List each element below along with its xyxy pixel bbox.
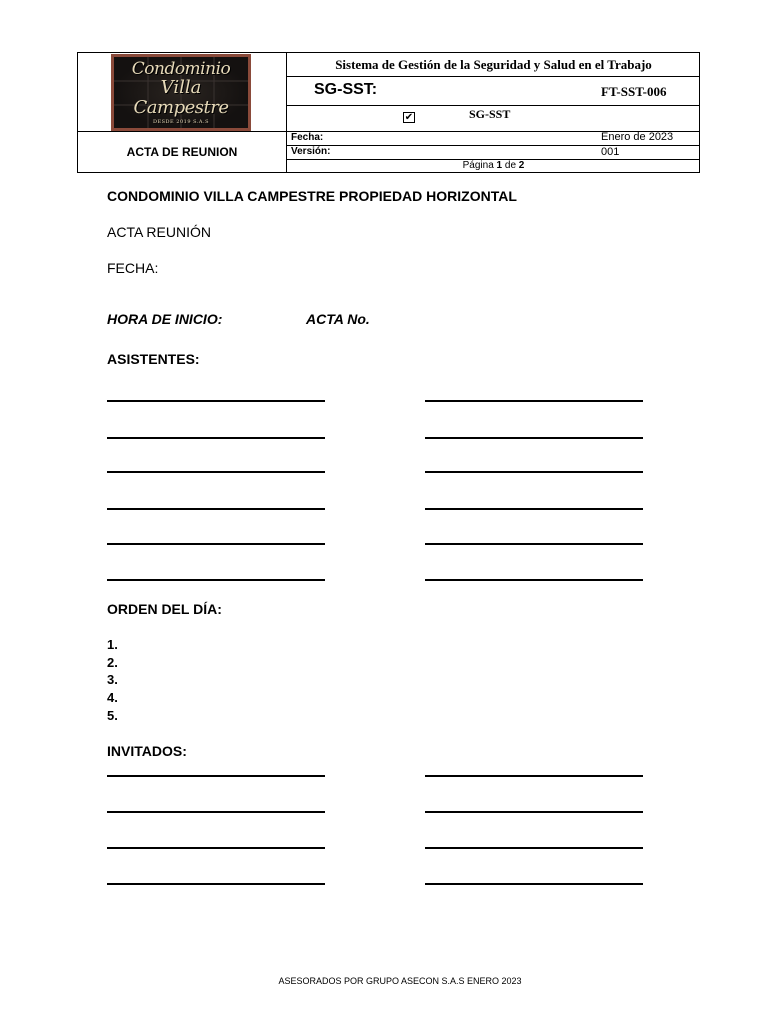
- version-value: 001: [601, 146, 620, 158]
- invitado-signature-line[interactable]: [425, 847, 643, 849]
- invitado-signature-line[interactable]: [425, 811, 643, 813]
- invitado-signature-line[interactable]: [425, 883, 643, 885]
- condominio-title: CONDOMINIO VILLA CAMPESTRE PROPIEDAD HORIZONTAL: [107, 188, 517, 204]
- logo-text-line: DESDE 2019 S.A.S: [152, 119, 210, 125]
- page-indicator: [287, 160, 700, 171]
- page-of: de: [504, 160, 517, 171]
- invitado-signature-line[interactable]: [425, 775, 643, 777]
- document-header-table: [77, 52, 700, 173]
- page-total: 2: [518, 160, 525, 171]
- asistente-signature-line[interactable]: [107, 437, 325, 439]
- form-code: FT-SST-006: [601, 84, 667, 99]
- asistente-signature-line[interactable]: [425, 543, 643, 545]
- acta-reunion-label: ACTA REUNIÓN: [107, 224, 211, 240]
- asistente-signature-line[interactable]: [107, 579, 325, 581]
- asistentes-heading: ASISTENTES:: [107, 351, 200, 367]
- invitados-heading: INVITADOS:: [107, 743, 187, 759]
- logo-text-line: Villa: [160, 77, 202, 98]
- fecha-field-label: FECHA:: [107, 260, 159, 276]
- logo-text-line: Campestre: [133, 97, 229, 118]
- hora-inicio-label: HORA DE INICIO:: [107, 311, 223, 327]
- invitado-signature-line[interactable]: [107, 811, 325, 813]
- invitado-signature-line[interactable]: [107, 847, 325, 849]
- logo-text-line: Condominio: [131, 59, 231, 79]
- footer-text: ASESORADOS POR GRUPO ASECON S.A.S ENERO 2023: [278, 976, 522, 986]
- header-divider: [286, 145, 699, 146]
- orden-item: 2.: [107, 655, 118, 670]
- asistente-signature-line[interactable]: [107, 508, 325, 510]
- page-current: 1: [496, 160, 503, 171]
- asistente-signature-line[interactable]: [425, 437, 643, 439]
- orden-del-dia-heading: ORDEN DEL DÍA:: [107, 601, 222, 617]
- checkbox-label: SG-SST: [469, 107, 511, 121]
- asistente-signature-line[interactable]: [425, 471, 643, 473]
- asistente-signature-line[interactable]: [107, 400, 325, 402]
- asistente-signature-line[interactable]: [107, 543, 325, 545]
- page-prefix: Página: [462, 160, 494, 171]
- invitado-signature-line[interactable]: [107, 775, 325, 777]
- system-title: Sistema de Gestión de la Seguridad y Salud en el Trabajo: [335, 57, 652, 72]
- fecha-value: Enero de 2023: [601, 131, 674, 143]
- invitado-signature-line[interactable]: [107, 883, 325, 885]
- document-title: ACTA DE REUNION: [126, 145, 238, 159]
- orden-item: 4.: [107, 690, 118, 705]
- header-divider: [286, 105, 699, 106]
- header-divider: [286, 76, 699, 77]
- asistente-signature-line[interactable]: [107, 471, 325, 473]
- condominio-logo: [111, 54, 251, 131]
- sgsst-checkbox[interactable]: [403, 112, 415, 123]
- asistente-signature-line[interactable]: [425, 579, 643, 581]
- orden-item: 5.: [107, 708, 118, 723]
- asistente-signature-line[interactable]: [425, 400, 643, 402]
- orden-item: 1.: [107, 637, 118, 652]
- fecha-label: Fecha:: [291, 132, 324, 143]
- orden-item: 3.: [107, 672, 118, 687]
- check-icon: ✔: [404, 112, 414, 123]
- sgsst-label: SG-SST:: [314, 81, 378, 98]
- acta-number-label: ACTA No.: [306, 311, 370, 327]
- version-label: Versión:: [291, 146, 331, 157]
- asistente-signature-line[interactable]: [425, 508, 643, 510]
